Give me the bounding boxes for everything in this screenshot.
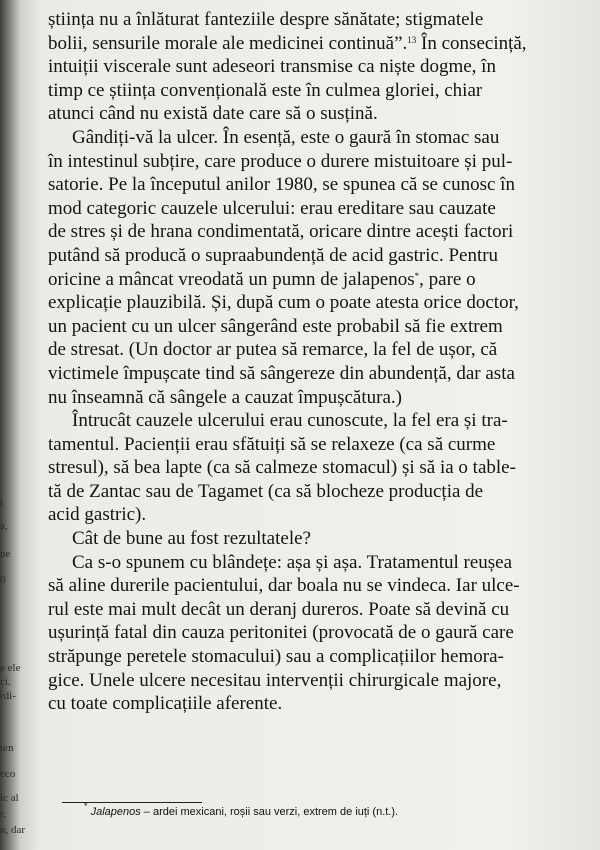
paragraph (48, 527, 580, 551)
paragraph (48, 551, 580, 716)
text-line: victimele împușcate tind să sângereze din abundență, dar asta (48, 362, 515, 384)
facing-page-fragment: a, (0, 520, 8, 532)
body-text (48, 8, 580, 716)
footnote (84, 801, 564, 818)
facing-page-fragment: rdi- (0, 690, 16, 702)
facing-page-fragment: ne (0, 548, 11, 560)
facing-page-fragment: n, dar (0, 824, 26, 836)
facing-page-fragment: e ele (0, 662, 21, 674)
text-line: stresul), să bea lapte (ca să calmeze stomacul) și să ia o table- (48, 457, 516, 479)
text-line: intuiții viscerale sunt adeseori transmise ca niște dogme, în (48, 56, 496, 78)
facing-page-fragment: i (0, 496, 4, 508)
text-line: în intestinul subțire, care produce o durere mistuitoare și pul- (48, 150, 513, 172)
text-line: Cât de bune au fost rezultatele? (72, 528, 311, 550)
text-line: un pacient cu un ulcer sângerând este probabil să fie extrem (48, 315, 503, 337)
facing-page-fragment: ten (0, 742, 14, 754)
facing-page-fragment: eco (0, 768, 16, 780)
text-line: Gândiți-vă la ulcer. În esență, este o gaură în stomac sau (72, 126, 500, 148)
paragraph (48, 126, 580, 409)
text-line: În consecință, (416, 32, 527, 54)
text-line: oricine a mâncat vreodată un pumn de jalapenos (48, 268, 415, 290)
footnote-text: – ardei mexicani, roșii sau verzi, extrem de iuți (n.t.). (140, 806, 399, 818)
text-line: timp ce știința convențională este în culmea gloriei, chiar (48, 79, 483, 101)
text-line: tă de Zantac sau de Tagamet (ca să blocheze producția de (48, 480, 484, 502)
text-line: străpunge peretele stomacului) sau a complicațiilor hemora- (48, 646, 504, 668)
text-line: nu înseamnă că sângele a cauzat împușcătura.) (48, 386, 402, 408)
text-line: Întrucât cauzele ulcerului erau cunoscute, la fel era și tra- (72, 410, 508, 432)
text-line: de stresat. (Un doctor ar putea să remarce, la fel de ușor, că (48, 339, 498, 361)
text-line: mod categoric cauzele ulcerului: erau ereditare sau cauzate (48, 197, 496, 219)
footnote-term: Jalapenos (90, 806, 141, 818)
text-line: rul este mai mult decât un deranj dureros. Poate să devină cu (48, 598, 510, 620)
facing-page-fragment: ci. (0, 676, 11, 688)
text-line: de stres și de hrana condimentată, oricare dintre acești factori (48, 221, 514, 243)
facing-page-fragment: 0 (0, 574, 6, 586)
text-line: bolii, sensurile morale ale medicinei continuă”. (48, 32, 408, 54)
text-line: Ca s-o spunem cu blândețe: așa și așa. Tratamentul reușea (72, 551, 513, 573)
text-line: ușurință fatal din cauza peritonitei (provocată de o gaură care (48, 622, 514, 644)
text-line: satorie. Pe la începutul anilor 1980, se spunea că se cunosc în (48, 174, 515, 196)
facing-page-fragment: ic al (0, 792, 19, 804)
text-line: știința nu a înlăturat fanteziile despre sănătate; stigmatele (48, 9, 484, 30)
text-line: explicație plauzibilă. Și, după cum o poate atesta orice doctor, (48, 292, 519, 314)
footnote-marker: * (414, 270, 420, 281)
text-line: atunci când nu există date care să o susțină. (48, 103, 378, 125)
text-line: gice. Unele ulcere necesitau intervenții chirurgicale majore, (48, 669, 502, 691)
paragraph (48, 409, 580, 527)
facing-page-fragment: r, (0, 808, 6, 820)
text-line: putând să producă o supraabundență de acid gastric. Pentru (48, 244, 499, 266)
text-line: cu toate complicațiile aferente. (48, 693, 283, 715)
footnote-rule (62, 802, 202, 803)
text-line: , pare o (419, 268, 476, 290)
text-line: tamentul. Pacienții erau sfătuiți să se relaxeze (ca să curme (48, 433, 496, 455)
endnote-marker: 13 (407, 34, 417, 45)
paragraph (48, 8, 580, 126)
text-line: să aline durerile pacientului, dar boala nu se vindeca. Iar ulce- (48, 575, 520, 597)
text-line: acid gastric). (48, 504, 147, 526)
footnote-marker: * (84, 801, 88, 811)
